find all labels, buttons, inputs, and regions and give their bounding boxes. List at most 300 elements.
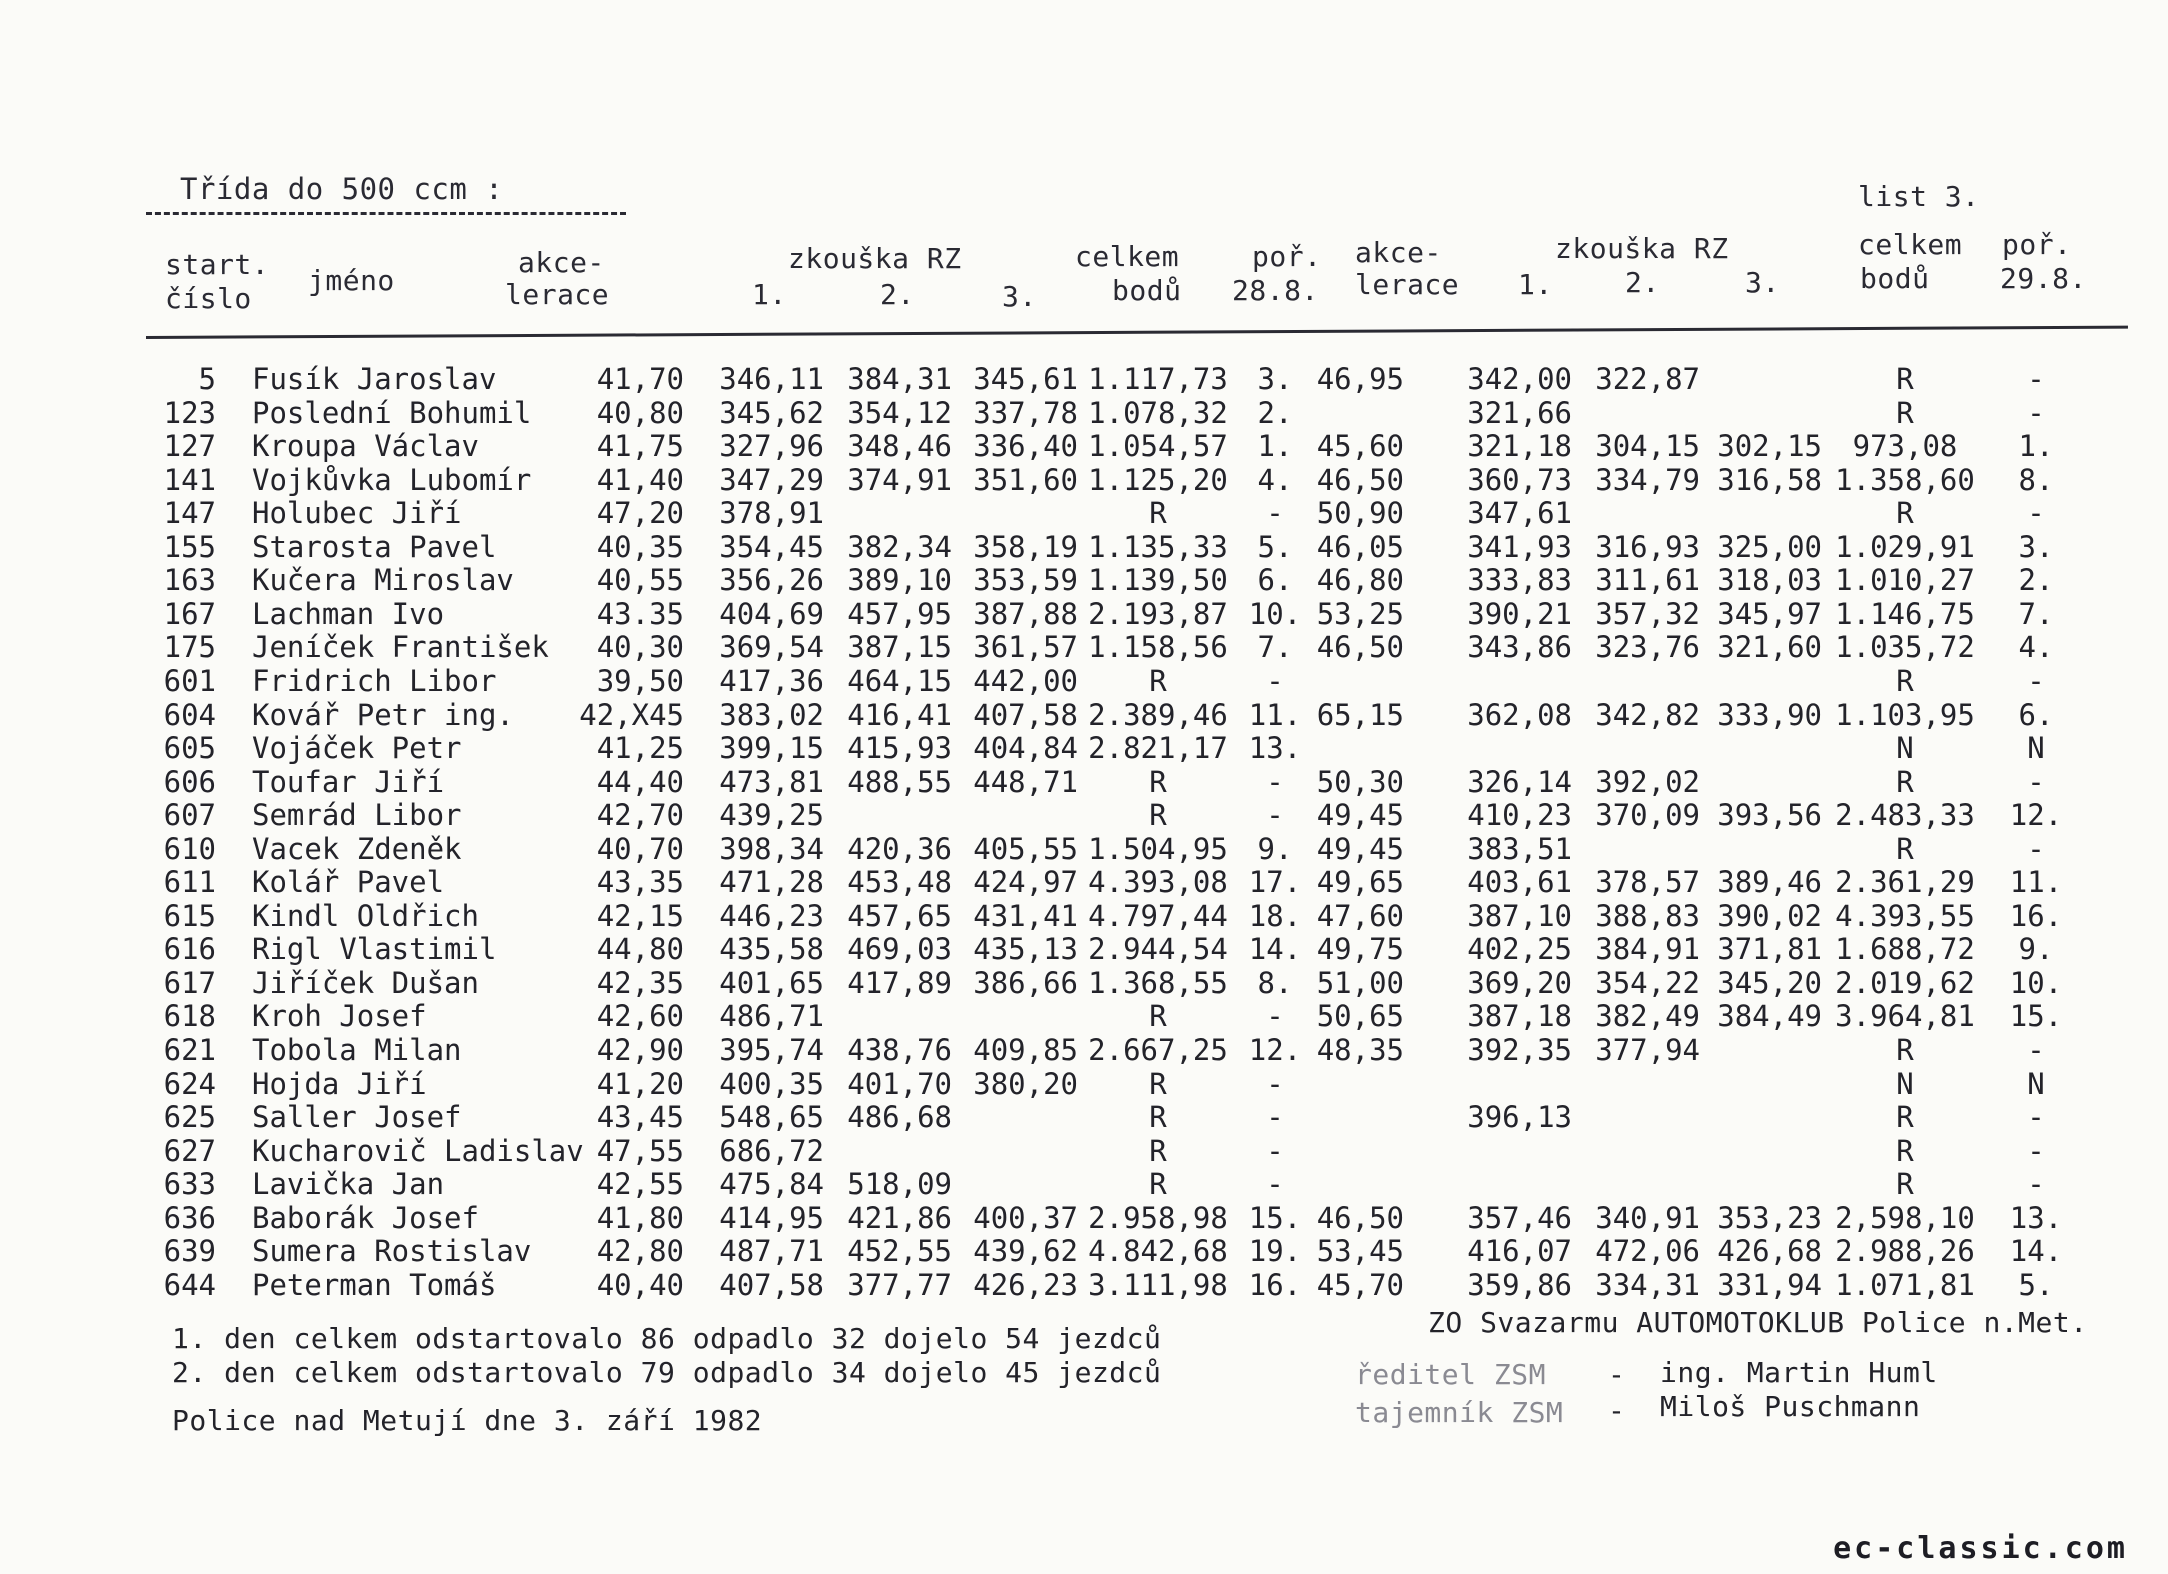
rz1-day2-cell: 362,08: [1467, 697, 1572, 732]
total-day1-cell: 4.797,44: [1088, 898, 1228, 933]
rz2-day2-cell: 304,15: [1595, 429, 1700, 464]
rider-name-cell: Jiříček Dušan: [252, 965, 479, 1000]
table-row: [0, 563, 2168, 597]
total-day2-cell: 1.103,95: [1835, 697, 1975, 732]
rz2-day1-cell: 374,91: [847, 462, 952, 497]
accel-day2-cell: 65,15: [1316, 697, 1404, 732]
accel-day2-cell: 51,00: [1316, 965, 1404, 1000]
total-day1-cell: 1.368,55: [1088, 965, 1228, 1000]
rider-name-cell: Saller Josef: [252, 1100, 462, 1135]
total-day1-cell: R: [1149, 1133, 1167, 1168]
accel-day1-cell: 47,55: [596, 1133, 684, 1168]
rz3-day1-cell: 387,88: [973, 596, 1078, 631]
place-day2-cell: 13.: [2009, 1200, 2063, 1235]
accel-day1-cell: 39,50: [596, 663, 684, 698]
rz2-day2-cell: 316,93: [1595, 529, 1700, 564]
start-number-cell: 621: [163, 1033, 216, 1067]
accel-day1-cell: 43,45: [596, 1100, 684, 1135]
table-row: [0, 1234, 2168, 1268]
accel-day2-cell: 46,50: [1316, 462, 1404, 497]
total-day2-cell: R: [1896, 1033, 1914, 1067]
place-day1-cell: 10.: [1248, 596, 1302, 631]
total-day2-cell: 1.688,72: [1835, 932, 1975, 967]
header-place2: poř.: [2002, 228, 2072, 261]
director-name: ing. Martin Huml: [1660, 1356, 1938, 1389]
table-row: [0, 832, 2168, 866]
rz1-day2-cell: 392,35: [1467, 1033, 1572, 1067]
place-day2-cell: 3.: [2018, 529, 2054, 564]
accel-day2-cell: 49,75: [1316, 932, 1404, 967]
table-row: [0, 899, 2168, 933]
place-day1-cell: -: [1266, 1133, 1284, 1168]
table-row: [0, 731, 2168, 765]
place-day2-cell: 8.: [2018, 462, 2054, 497]
rz2-day1-cell: 486,68: [847, 1100, 952, 1135]
rz1-day2-cell: 357,46: [1467, 1200, 1572, 1235]
rz1-day1-cell: 327,96: [719, 429, 824, 464]
rz2-day2-cell: 334,31: [1595, 1267, 1700, 1302]
total-day1-cell: 1.139,50: [1088, 563, 1228, 598]
header-place1-2: 28.8.: [1232, 274, 1319, 307]
rz1-day1-cell: 369,54: [719, 630, 824, 665]
sheet-number: list 3.: [1858, 180, 1980, 213]
rz2-day2-cell: 382,49: [1595, 999, 1700, 1034]
table-row: [0, 1201, 2168, 1235]
place-day1-cell: -: [1266, 798, 1284, 833]
rz1-day2-cell: 402,25: [1467, 932, 1572, 967]
header-rule: [146, 326, 2128, 339]
rz2-day1-cell: 377,77: [847, 1267, 952, 1302]
rz2-day1-cell: 421,86: [847, 1200, 952, 1235]
table-row: [0, 698, 2168, 732]
place-day2-cell: 7.: [2018, 596, 2054, 631]
place-day1-cell: 7.: [1257, 630, 1293, 665]
watermark: ec-classic.com: [1833, 1531, 2128, 1566]
accel-day1-cell: 40,70: [596, 831, 684, 866]
rider-name-cell: Semrád Libor: [252, 798, 462, 833]
place-day1-cell: 8.: [1257, 965, 1293, 1000]
rz2-day1-cell: 453,48: [847, 865, 952, 900]
place-day2-cell: -: [2027, 764, 2045, 799]
rz1-day1-cell: 356,26: [719, 563, 824, 598]
total-day1-cell: R: [1149, 1100, 1167, 1135]
accel-day1-cell: 41,80: [596, 1200, 684, 1235]
rz1-day2-cell: 326,14: [1467, 764, 1572, 799]
total-day1-cell: 3.111,98: [1088, 1267, 1228, 1302]
rz3-day2-cell: 393,56: [1717, 798, 1822, 833]
start-number-cell: 607: [163, 798, 216, 833]
header-accel-2: lerace: [505, 278, 610, 311]
rider-name-cell: Kovář Petr ing.: [252, 697, 514, 732]
place-day1-cell: 15.: [1248, 1200, 1302, 1235]
rz1-day1-cell: 345,62: [719, 395, 824, 430]
header-rz-day2-2: 2.: [1625, 266, 1660, 299]
rz3-day1-cell: 380,20: [973, 1066, 1078, 1101]
header-place2-2: 29.8.: [2000, 262, 2087, 295]
place-day2-cell: N: [2027, 1066, 2045, 1101]
table-row: [0, 1033, 2168, 1067]
rz3-day1-cell: 336,40: [973, 429, 1078, 464]
place-day1-cell: 1.: [1257, 429, 1293, 464]
rz2-day1-cell: 457,95: [847, 596, 952, 631]
accel-day1-cell: 41,20: [596, 1066, 684, 1101]
accel-day1-cell: 41,25: [596, 731, 684, 766]
header-accel2: akce-: [1355, 236, 1442, 269]
place-day2-cell: -: [2027, 395, 2045, 430]
rz1-day1-cell: 471,28: [719, 865, 824, 900]
place-day1-cell: 17.: [1248, 865, 1302, 900]
rz2-day1-cell: 417,89: [847, 965, 952, 1000]
rz2-day2-cell: 377,94: [1595, 1033, 1700, 1067]
accel-day2-cell: 46,80: [1316, 563, 1404, 598]
accel-day1-cell: 47,20: [596, 496, 684, 531]
rz3-day1-cell: 337,78: [973, 395, 1078, 430]
place-day1-cell: 11.: [1248, 697, 1302, 732]
rz2-day1-cell: 389,10: [847, 563, 952, 598]
rider-name-cell: Hojda Jiří: [252, 1066, 427, 1101]
total-day2-cell: 1.358,60: [1835, 462, 1975, 497]
rider-name-cell: Rigl Vlastimil: [252, 932, 497, 967]
total-day2-cell: 1.029,91: [1835, 529, 1975, 564]
header-total-2: bodů: [1112, 274, 1182, 307]
start-number-cell: 167: [163, 596, 216, 631]
header-rz: zkouška RZ: [788, 242, 962, 275]
rz3-day1-cell: 439,62: [973, 1234, 1078, 1269]
rz3-day1-cell: 386,66: [973, 965, 1078, 1000]
header-total-day2: celkem: [1858, 228, 1963, 261]
start-number-cell: 610: [163, 831, 216, 866]
start-number-cell: 5: [198, 362, 216, 396]
table-row: [0, 1268, 2168, 1302]
place-day1-cell: 2.: [1257, 395, 1293, 430]
rz1-day1-cell: 378,91: [719, 496, 824, 531]
place-day1-cell: -: [1266, 999, 1284, 1034]
rz2-day2-cell: 378,57: [1595, 865, 1700, 900]
rz3-day2-cell: 325,00: [1717, 529, 1822, 564]
accel-day2-cell: 46,05: [1316, 529, 1404, 564]
total-day2-cell: 3.964,81: [1835, 999, 1975, 1034]
accel-day2-cell: 50,30: [1316, 764, 1404, 799]
place-day1-cell: 9.: [1257, 831, 1293, 866]
accel-day1-cell: 44,80: [596, 932, 684, 967]
rz1-day2-cell: 387,18: [1467, 999, 1572, 1034]
rz1-day1-cell: 401,65: [719, 965, 824, 1000]
total-day1-cell: 1.078,32: [1088, 395, 1228, 430]
table-row: [0, 798, 2168, 832]
rz2-day2-cell: 334,79: [1595, 462, 1700, 497]
header-rz1: 1.: [752, 278, 787, 311]
total-day1-cell: R: [1149, 764, 1167, 799]
total-day1-cell: R: [1149, 999, 1167, 1034]
rider-name-cell: Jeníček František: [252, 630, 549, 665]
start-number-cell: 604: [163, 697, 216, 732]
accel-day1-cell: 40,35: [596, 529, 684, 564]
rz2-day2-cell: 370,09: [1595, 798, 1700, 833]
accel-day2-cell: 53,45: [1316, 1234, 1404, 1269]
place-day2-cell: 4.: [2018, 630, 2054, 665]
rz2-day2-cell: 323,76: [1595, 630, 1700, 665]
rz2-day1-cell: 416,41: [847, 697, 952, 732]
table-row: [0, 530, 2168, 564]
accel-day2-cell: 45,70: [1316, 1267, 1404, 1302]
rz1-day1-cell: 446,23: [719, 898, 824, 933]
place-day1-cell: 4.: [1257, 462, 1293, 497]
start-number-cell: 175: [163, 630, 216, 665]
start-number-cell: 611: [163, 865, 216, 900]
rider-name-cell: Baborák Josef: [252, 1200, 479, 1235]
place-day2-cell: 5.: [2018, 1267, 2054, 1302]
summary-day2: 2. den celkem odstartovalo 79 odpadlo 34 dojelo 45 jezdců: [172, 1356, 1162, 1389]
start-number-cell: 644: [163, 1267, 216, 1302]
header-rz3: 3.: [1002, 280, 1037, 313]
rz2-day1-cell: 420,36: [847, 831, 952, 866]
table-row: [0, 999, 2168, 1033]
rz2-day1-cell: 457,65: [847, 898, 952, 933]
table-row: [0, 1167, 2168, 1201]
rz1-day2-cell: 360,73: [1467, 462, 1572, 497]
place-day2-cell: -: [2027, 1167, 2045, 1202]
accel-day1-cell: 42,35: [596, 965, 684, 1000]
header-name: jméno: [308, 264, 395, 297]
table-row: [0, 429, 2168, 463]
rz1-day1-cell: 383,02: [719, 697, 824, 732]
rz2-day2-cell: 388,83: [1595, 898, 1700, 933]
accel-day1-cell: 43.35: [596, 596, 684, 631]
accel-day2-cell: 49,45: [1316, 798, 1404, 833]
rz1-day2-cell: 321,66: [1467, 395, 1572, 430]
place-day2-cell: 16.: [2009, 898, 2063, 933]
rz3-day2-cell: 390,02: [1717, 898, 1822, 933]
rz1-day1-cell: 414,95: [719, 1200, 824, 1235]
rider-name-cell: Kolář Pavel: [252, 865, 445, 900]
place-day1-cell: 19.: [1248, 1234, 1302, 1269]
accel-day2-cell: 46,95: [1316, 362, 1404, 396]
rz3-day1-cell: 351,60: [973, 462, 1078, 497]
rider-name-cell: Poslední Bohumil: [252, 395, 532, 430]
table-row: [0, 664, 2168, 698]
rz3-day1-cell: 405,55: [973, 831, 1078, 866]
rz3-day2-cell: 426,68: [1717, 1234, 1822, 1269]
rz3-day2-cell: 321,60: [1717, 630, 1822, 665]
rz3-day2-cell: 302,15: [1717, 429, 1822, 464]
rz3-day1-cell: 345,61: [973, 362, 1078, 396]
rz1-day2-cell: 410,23: [1467, 798, 1572, 833]
rz3-day1-cell: 361,57: [973, 630, 1078, 665]
rider-name-cell: Peterman Tomáš: [252, 1267, 497, 1302]
header-place1: poř.: [1252, 240, 1322, 273]
rz1-day2-cell: 387,10: [1467, 898, 1572, 933]
header-accel2-2: lerace: [1355, 268, 1460, 301]
rz1-day2-cell: 390,21: [1467, 596, 1572, 631]
accel-day1-cell: 42,80: [596, 1234, 684, 1269]
rz1-day1-cell: 346,11: [719, 362, 824, 396]
rz3-day1-cell: 400,37: [973, 1200, 1078, 1235]
rz1-day2-cell: 416,07: [1467, 1234, 1572, 1269]
accel-day1-cell: 40,30: [596, 630, 684, 665]
total-day1-cell: R: [1149, 798, 1167, 833]
accel-day2-cell: 53,25: [1316, 596, 1404, 631]
table-row: [0, 765, 2168, 799]
summary-day1: 1. den celkem odstartovalo 86 odpadlo 32 dojelo 54 jezdců: [172, 1322, 1162, 1355]
accel-day2-cell: 50,65: [1316, 999, 1404, 1034]
rz1-day2-cell: 321,18: [1467, 429, 1572, 464]
table-row: [0, 966, 2168, 1000]
place-day1-cell: 6.: [1257, 563, 1293, 598]
header-total-day2-2: bodů: [1860, 262, 1930, 295]
total-day2-cell: R: [1896, 1133, 1914, 1168]
total-day2-cell: 4.393,55: [1835, 898, 1975, 933]
table-row: [0, 932, 2168, 966]
total-day2-cell: 1.035,72: [1835, 630, 1975, 665]
place-day1-cell: 3.: [1257, 362, 1293, 396]
place-day2-cell: -: [2027, 496, 2045, 531]
total-day2-cell: 2,598,10: [1835, 1200, 1975, 1235]
accel-day1-cell: 40,80: [596, 395, 684, 430]
rz2-day1-cell: 438,76: [847, 1033, 952, 1067]
place-day2-cell: 14.: [2009, 1234, 2063, 1269]
total-day1-cell: 1.125,20: [1088, 462, 1228, 497]
accel-day2-cell: 48,35: [1316, 1033, 1404, 1067]
total-day2-cell: R: [1896, 395, 1914, 430]
place-day2-cell: -: [2027, 362, 2045, 396]
start-number-cell: 601: [163, 663, 216, 698]
total-day1-cell: R: [1149, 1066, 1167, 1101]
rz2-day2-cell: 357,32: [1595, 596, 1700, 631]
rz2-day1-cell: 354,12: [847, 395, 952, 430]
rz3-day1-cell: 353,59: [973, 563, 1078, 598]
rz3-day1-cell: 442,00: [973, 663, 1078, 698]
rz1-day2-cell: 333,83: [1467, 563, 1572, 598]
rz1-day1-cell: 400,35: [719, 1066, 824, 1101]
start-number-cell: 633: [163, 1167, 216, 1202]
rz3-day2-cell: 345,97: [1717, 596, 1822, 631]
header-rz-day2-1: 1.: [1518, 268, 1553, 301]
total-day1-cell: 1.117,73: [1088, 362, 1228, 396]
accel-day1-cell: 41,75: [596, 429, 684, 464]
rider-name-cell: Kucharovič Ladislav: [252, 1133, 584, 1168]
rz1-day2-cell: 343,86: [1467, 630, 1572, 665]
total-day2-cell: R: [1896, 1167, 1914, 1202]
total-day1-cell: 2.389,46: [1088, 697, 1228, 732]
rider-name-cell: Vojáček Petr: [252, 731, 462, 766]
rider-name-cell: Kroh Josef: [252, 999, 427, 1034]
rz3-day1-cell: 435,13: [973, 932, 1078, 967]
rz1-day1-cell: 417,36: [719, 663, 824, 698]
place-day2-cell: 6.: [2018, 697, 2054, 732]
place-day1-cell: -: [1266, 663, 1284, 698]
director-label: ředitel ZSM: [1355, 1358, 1546, 1391]
place-day1-cell: -: [1266, 764, 1284, 799]
start-number-cell: 639: [163, 1234, 216, 1269]
accel-day2-cell: 45,60: [1316, 429, 1404, 464]
total-day1-cell: 1.054,57: [1088, 429, 1228, 464]
total-day2-cell: 1.071,81: [1835, 1267, 1975, 1302]
header-start-2: číslo: [165, 282, 252, 315]
total-day1-cell: 2.667,25: [1088, 1033, 1228, 1067]
table-row: [0, 865, 2168, 899]
rz1-day1-cell: 407,58: [719, 1267, 824, 1302]
accel-day1-cell: 42,90: [596, 1033, 684, 1067]
rz1-day1-cell: 435,58: [719, 932, 824, 967]
rz2-day2-cell: 342,82: [1595, 697, 1700, 732]
rz2-day1-cell: 469,03: [847, 932, 952, 967]
accel-day1-cell: 43,35: [596, 865, 684, 900]
place-day2-cell: 2.: [2018, 563, 2054, 598]
start-number-cell: 636: [163, 1200, 216, 1235]
total-day2-cell: N: [1896, 731, 1914, 766]
place-day1-cell: 5.: [1257, 529, 1293, 564]
rz1-day1-cell: 686,72: [719, 1133, 824, 1168]
rz2-day2-cell: 340,91: [1595, 1200, 1700, 1235]
rz1-day2-cell: 347,61: [1467, 496, 1572, 531]
start-number-cell: 618: [163, 999, 216, 1034]
secretary-sep: -: [1608, 1394, 1626, 1427]
total-day2-cell: 973,08: [1852, 429, 1958, 464]
rz2-day1-cell: 384,31: [847, 362, 952, 396]
header-rz-day2-3: 3.: [1745, 266, 1780, 299]
total-day1-cell: 4.842,68: [1088, 1234, 1228, 1269]
total-day1-cell: 4.393,08: [1088, 865, 1228, 900]
total-day2-cell: 2.361,29: [1835, 865, 1975, 900]
place-day2-cell: -: [2027, 1100, 2045, 1135]
start-number-cell: 615: [163, 898, 216, 933]
accel-day1-cell: 40,55: [596, 563, 684, 598]
rz3-day2-cell: 345,20: [1717, 965, 1822, 1000]
total-day1-cell: 2.821,17: [1088, 731, 1228, 766]
class-title: Třída do 500 ccm :: [180, 172, 504, 206]
accel-day2-cell: 49,45: [1316, 831, 1404, 866]
rz2-day2-cell: 354,22: [1595, 965, 1700, 1000]
rz3-day1-cell: 424,97: [973, 865, 1078, 900]
total-day2-cell: 2.988,26: [1835, 1234, 1975, 1269]
accel-day2-cell: 47,60: [1316, 898, 1404, 933]
total-day2-cell: 1.010,27: [1835, 563, 1975, 598]
rz2-day1-cell: 488,55: [847, 764, 952, 799]
rz1-day2-cell: 341,93: [1467, 529, 1572, 564]
rider-name-cell: Tobola Milan: [252, 1033, 462, 1067]
rider-name-cell: Vacek Zdeněk: [252, 831, 462, 866]
total-day2-cell: R: [1896, 831, 1914, 866]
rz3-day1-cell: 358,19: [973, 529, 1078, 564]
secretary-name: Miloš Puschmann: [1660, 1390, 1921, 1423]
total-day1-cell: R: [1149, 663, 1167, 698]
accel-day1-cell: 42,60: [596, 999, 684, 1034]
club-name: ZO Svazarmu AUTOMOTOKLUB Police n.Met.: [1428, 1306, 2088, 1339]
total-day2-cell: 1.146,75: [1835, 596, 1975, 631]
place-day1-cell: 13.: [1248, 731, 1302, 766]
rider-name-cell: Kindl Oldřich: [252, 898, 479, 933]
table-row: [0, 496, 2168, 530]
accel-day1-cell: 42,70: [596, 798, 684, 833]
place-day1-cell: -: [1266, 496, 1284, 531]
rz2-day1-cell: 464,15: [847, 663, 952, 698]
place-day2-cell: 12.: [2009, 798, 2063, 833]
table-row: [0, 597, 2168, 631]
accel-day1-cell: 42,55: [596, 1167, 684, 1202]
place-day2-cell: 11.: [2009, 865, 2063, 900]
accel-day2-cell: 49,65: [1316, 865, 1404, 900]
accel-day2-cell: 50,90: [1316, 496, 1404, 531]
rider-name-cell: Holubec Jiří: [252, 496, 462, 531]
rider-name-cell: Kroupa Václav: [252, 429, 479, 464]
start-number-cell: 141: [163, 462, 216, 497]
accel-day1-cell: 41,40: [596, 462, 684, 497]
rider-name-cell: Starosta Pavel: [252, 529, 497, 564]
total-day2-cell: R: [1896, 1100, 1914, 1135]
rz1-day2-cell: 369,20: [1467, 965, 1572, 1000]
total-day2-cell: R: [1896, 496, 1914, 531]
total-day2-cell: R: [1896, 362, 1914, 396]
